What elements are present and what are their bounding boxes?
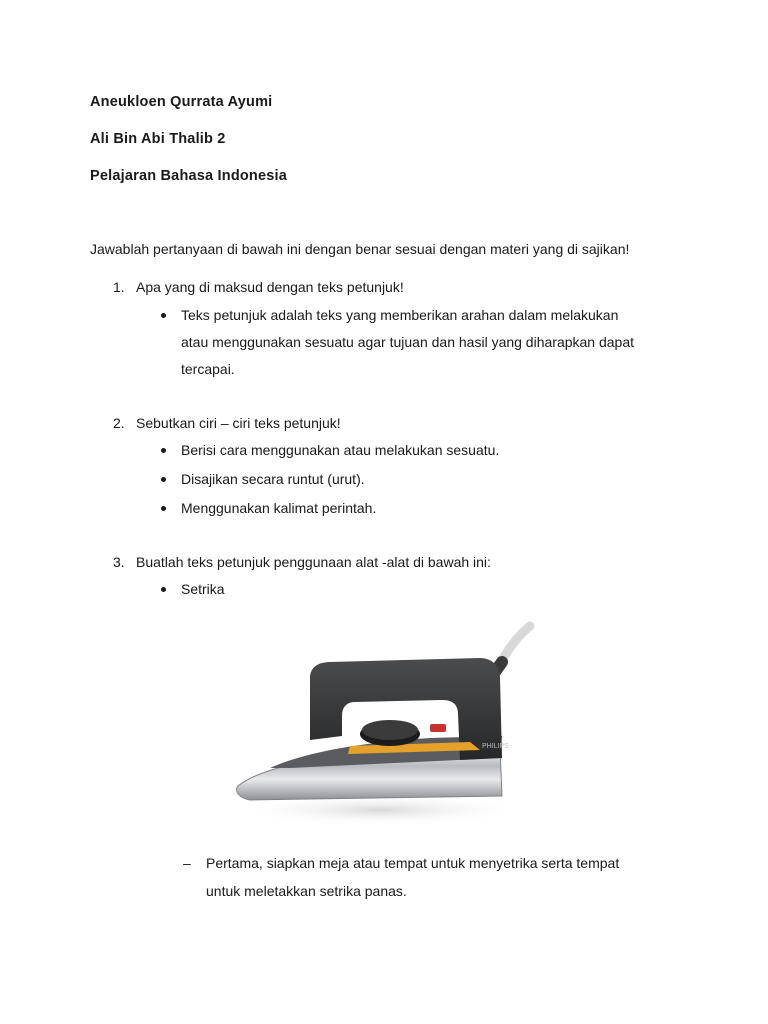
bullet-icon xyxy=(161,587,166,592)
question-number: 1. xyxy=(113,279,125,295)
answer-line: Setrika xyxy=(181,581,225,597)
bullet-icon xyxy=(161,448,166,453)
question-number: 3. xyxy=(113,554,125,570)
answer-line: tercapai. xyxy=(181,361,235,377)
answer-line: Berisi cara menggunakan atau melakukan sesuatu. xyxy=(181,442,500,458)
answer-line: Teks petunjuk adalah teks yang memberikan arahan dalam melakukan xyxy=(181,307,619,323)
bullet-icon xyxy=(161,477,166,482)
subject-title: Pelajaran Bahasa Indonesia xyxy=(90,168,288,184)
student-name: Aneukloen Qurrata Ayumi xyxy=(90,94,273,110)
step-line: Pertama, siapkan meja atau tempat untuk menyetrika serta tempat xyxy=(206,855,620,871)
instruction-text: Jawablah pertanyaan di bawah ini dengan benar sesuai dengan materi yang di sajikan! xyxy=(90,241,630,257)
iron-image xyxy=(230,618,550,838)
brand-logo: PHILIPS xyxy=(482,743,509,750)
student-class: Ali Bin Abi Thalib 2 xyxy=(90,131,226,147)
question-text: Buatlah teks petunjuk penggunaan alat -alat di bawah ini: xyxy=(136,554,491,570)
answer-line: Disajikan secara runtut (urut). xyxy=(181,471,365,487)
question-number: 2. xyxy=(113,415,125,431)
answer-line: Menggunakan kalimat perintah. xyxy=(181,500,377,516)
step-line: untuk meletakkan setrika panas. xyxy=(206,883,407,899)
answer-line: atau menggunakan sesuatu agar tujuan dan hasil yang diharapkan dapat xyxy=(181,334,635,350)
dash-marker: – xyxy=(183,855,191,871)
question-text: Sebutkan ciri – ciri teks petunjuk! xyxy=(136,415,341,431)
bullet-icon xyxy=(161,313,166,318)
question-text: Apa yang di maksud dengan teks petunjuk! xyxy=(136,279,404,295)
bullet-icon xyxy=(161,506,166,511)
